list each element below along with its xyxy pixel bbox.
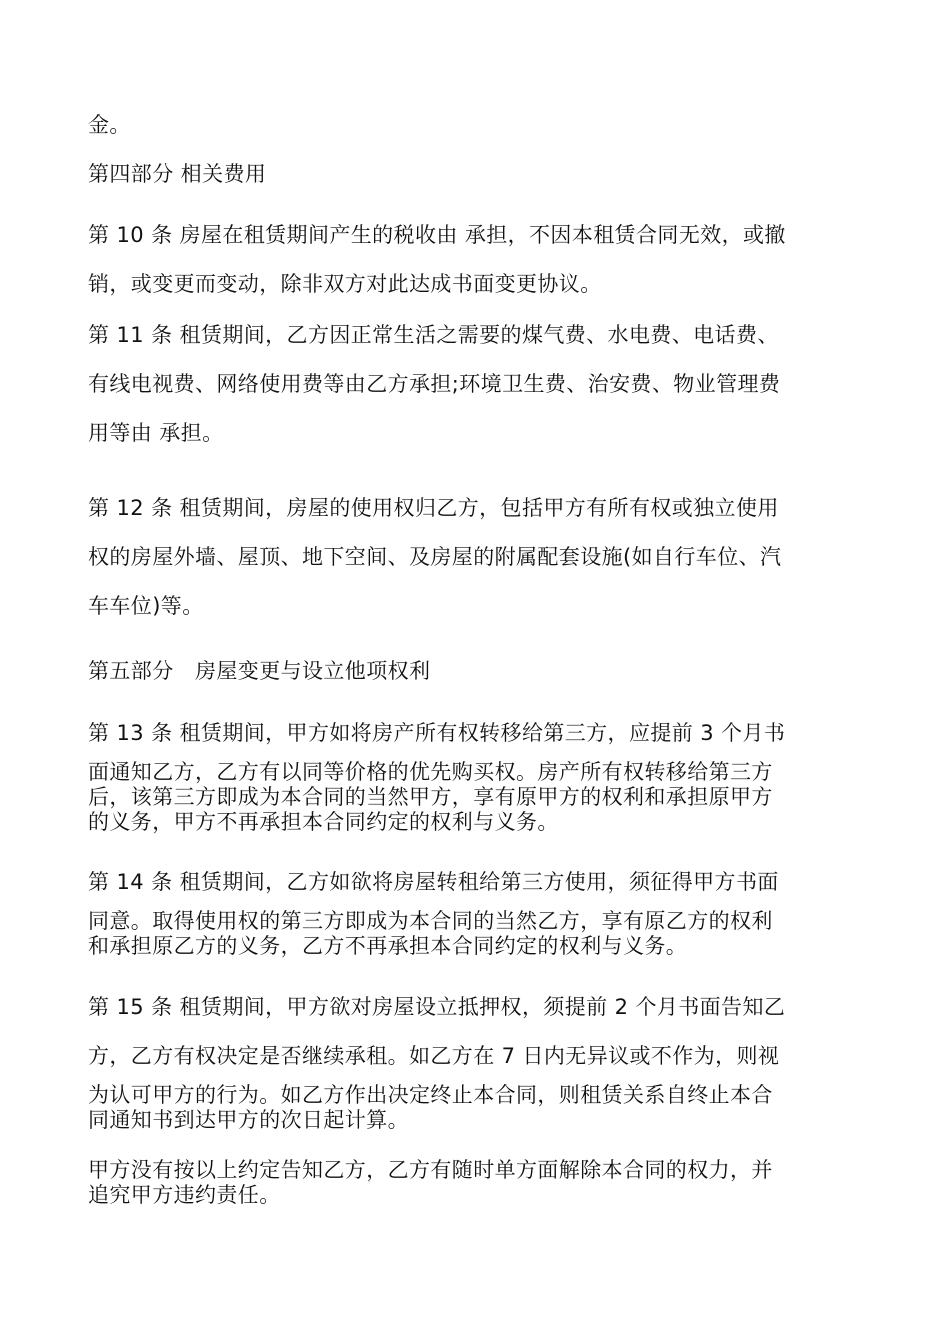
- text-line: 和承担原乙方的义务，乙方不再承担本合同约定的权利与义务。: [88, 934, 688, 958]
- text-line: 第 12 条 租赁期间，房屋的使用权归乙方，包括甲方有所有权或独立使用: [88, 496, 779, 520]
- text-line: 追究甲方违约责任。: [88, 1183, 281, 1207]
- text-line: 同通知书到达甲方的次日起计算。: [88, 1108, 409, 1132]
- clause-14-first-line: [88, 858, 863, 907]
- text-line: 第 11 条 租赁期间，乙方因正常生活之需要的煤气费、水电费、电话费、: [88, 323, 779, 347]
- text-line: 销，或变更而变动，除非双方对此达成书面变更协议。: [88, 272, 602, 296]
- text-line: 车车位)等。: [88, 594, 204, 618]
- clause-13-first-line: [88, 709, 863, 758]
- text-line: 甲方没有按以上约定告知乙方，乙方有随时单方面解除本合同的权力，并: [88, 1158, 773, 1182]
- clause-14-body: [88, 909, 863, 959]
- clause-12: [88, 484, 863, 631]
- paragraph-deposit-end: [88, 101, 863, 150]
- text-line: 第 13 条 租赁期间，甲方如将房产所有权转移给第三方，应提前 3 个月书: [88, 721, 786, 745]
- text-line: 第 10 条 房屋在租赁期间产生的税收由 承担，不因本租赁合同无效，或撤: [88, 223, 786, 247]
- text-line: 第四部分 相关费用: [88, 162, 267, 186]
- clause-11: [88, 311, 863, 458]
- text-line: 方，乙方有权决定是否继续承租。如乙方在 7 日内无异议或不作为，则视: [88, 1044, 780, 1068]
- text-line: 权的房屋外墙、屋顶、地下空间、及房屋的附属配套设施(如自行车位、汽: [88, 545, 782, 569]
- section-heading-part4: [88, 150, 863, 199]
- text-line: 的义务，甲方不再承担本合同约定的权利与义务。: [88, 810, 559, 834]
- clause-15-body: [88, 1083, 863, 1133]
- text-line: 第 14 条 租赁期间，乙方如欲将房屋转租给第三方使用，须征得甲方书面: [88, 870, 779, 894]
- clause-13-body: [88, 760, 863, 835]
- clause-15-lead: [88, 983, 863, 1081]
- clause-10: [88, 211, 863, 309]
- text-line: 金。: [88, 113, 131, 137]
- text-line: 第五部分 房屋变更与设立他项权利: [88, 659, 431, 683]
- text-line: 同意。取得使用权的第三方即成为本合同的当然乙方，享有原乙方的权利: [88, 909, 773, 933]
- text-line: 第 15 条 租赁期间，甲方欲对房屋设立抵押权，须提前 2 个月书面告知乙: [88, 995, 786, 1019]
- text-line: 有线电视费、网络使用费等由乙方承担;环境卫生费、治安费、物业管理费: [88, 372, 781, 396]
- text-line: 为认可甲方的行为。如乙方作出决定终止本合同，则租赁关系自终止本合: [88, 1083, 773, 1107]
- section-heading-part5: [88, 647, 863, 696]
- text-line: 面通知乙方，乙方有以同等价格的优先购买权。房产所有权转移给第三方: [88, 760, 773, 784]
- text-line: 用等由 承担。: [88, 421, 224, 445]
- notification-clause: [88, 1158, 863, 1208]
- text-line: 后，该第三方即成为本合同的当然甲方，享有原甲方的权利和承担原甲方: [88, 785, 773, 809]
